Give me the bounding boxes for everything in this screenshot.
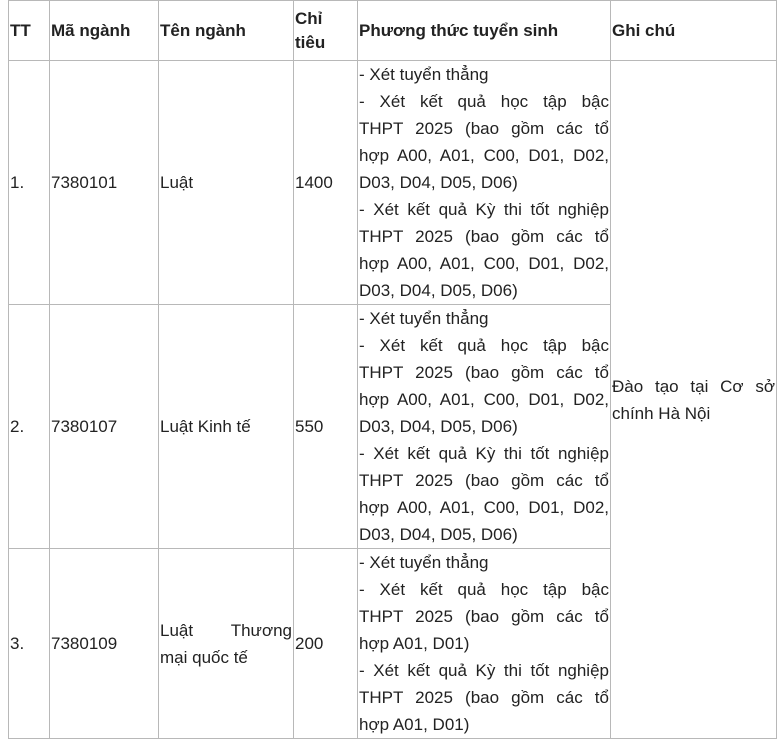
row-code: 7380101 [50, 61, 159, 305]
row-tt: 1. [9, 61, 50, 305]
row-name-line1: Luật Thương [160, 620, 292, 640]
header-code: Mã ngành [50, 1, 159, 61]
method-line: THPT 2025 (bao gồm các tổ [359, 363, 609, 382]
row-quota: 550 [294, 305, 358, 549]
header-name: Tên ngành [159, 1, 294, 61]
header-row [9, 1, 777, 61]
header-quota-line2: tiêu [295, 32, 326, 52]
row-method [358, 305, 611, 549]
note-line: Đào tạo tại Cơ sở [612, 376, 775, 396]
method-line: D03, D04, D05, D06) [359, 417, 518, 436]
admissions-table [8, 0, 777, 739]
method-line: - Xét kết quả Kỳ thi tốt nghiệp [359, 200, 609, 219]
row-tt: 3. [9, 549, 50, 739]
row-name: Luật [159, 61, 294, 305]
method-line: D03, D04, D05, D06) [359, 525, 518, 544]
row-quota: 200 [294, 549, 358, 739]
header-tt: TT [9, 1, 50, 61]
note-line: chính Hà Nội [612, 403, 711, 423]
method-line: hợp A00, A01, C00, D01, D02, [359, 146, 609, 165]
row-note [611, 61, 777, 739]
header-quota [294, 1, 358, 61]
row-method [358, 549, 611, 739]
row-code: 7380107 [50, 305, 159, 549]
method-line: - Xét kết quả Kỳ thi tốt nghiệp [359, 661, 609, 680]
method-line: - Xét tuyển thẳng [359, 553, 489, 572]
method-line: THPT 2025 (bao gồm các tổ [359, 471, 609, 490]
method-line: - Xét kết quả Kỳ thi tốt nghiệp [359, 444, 609, 463]
method-line: - Xét kết quả học tập bậc [359, 580, 609, 599]
table-row [9, 61, 777, 305]
row-name: Luật Kinh tế [159, 305, 294, 549]
method-line: hợp A01, D01) [359, 634, 470, 653]
method-line: - Xét tuyển thẳng [359, 65, 489, 84]
row-name [159, 549, 294, 739]
row-method [358, 61, 611, 305]
method-line: D03, D04, D05, D06) [359, 173, 518, 192]
method-line: THPT 2025 (bao gồm các tổ [359, 607, 609, 626]
header-note: Ghi chú [611, 1, 777, 61]
method-line: - Xét tuyển thẳng [359, 309, 489, 328]
header-quota-line1: Chỉ [295, 8, 323, 28]
method-line: hợp A01, D01) [359, 715, 470, 734]
row-quota: 1400 [294, 61, 358, 305]
method-line: THPT 2025 (bao gồm các tổ [359, 119, 609, 138]
method-line: THPT 2025 (bao gồm các tổ [359, 227, 609, 246]
method-line: - Xét kết quả học tập bậc [359, 92, 609, 111]
row-tt: 2. [9, 305, 50, 549]
method-line: THPT 2025 (bao gồm các tổ [359, 688, 609, 707]
row-name-line2: mại quốc tế [160, 647, 248, 667]
header-method: Phương thức tuyển sinh [358, 1, 611, 61]
method-line: hợp A00, A01, C00, D01, D02, [359, 390, 609, 409]
row-code: 7380109 [50, 549, 159, 739]
method-line: hợp A00, A01, C00, D01, D02, [359, 498, 609, 517]
method-line: - Xét kết quả học tập bậc [359, 336, 609, 355]
method-line: D03, D04, D05, D06) [359, 281, 518, 300]
method-line: hợp A00, A01, C00, D01, D02, [359, 254, 609, 273]
